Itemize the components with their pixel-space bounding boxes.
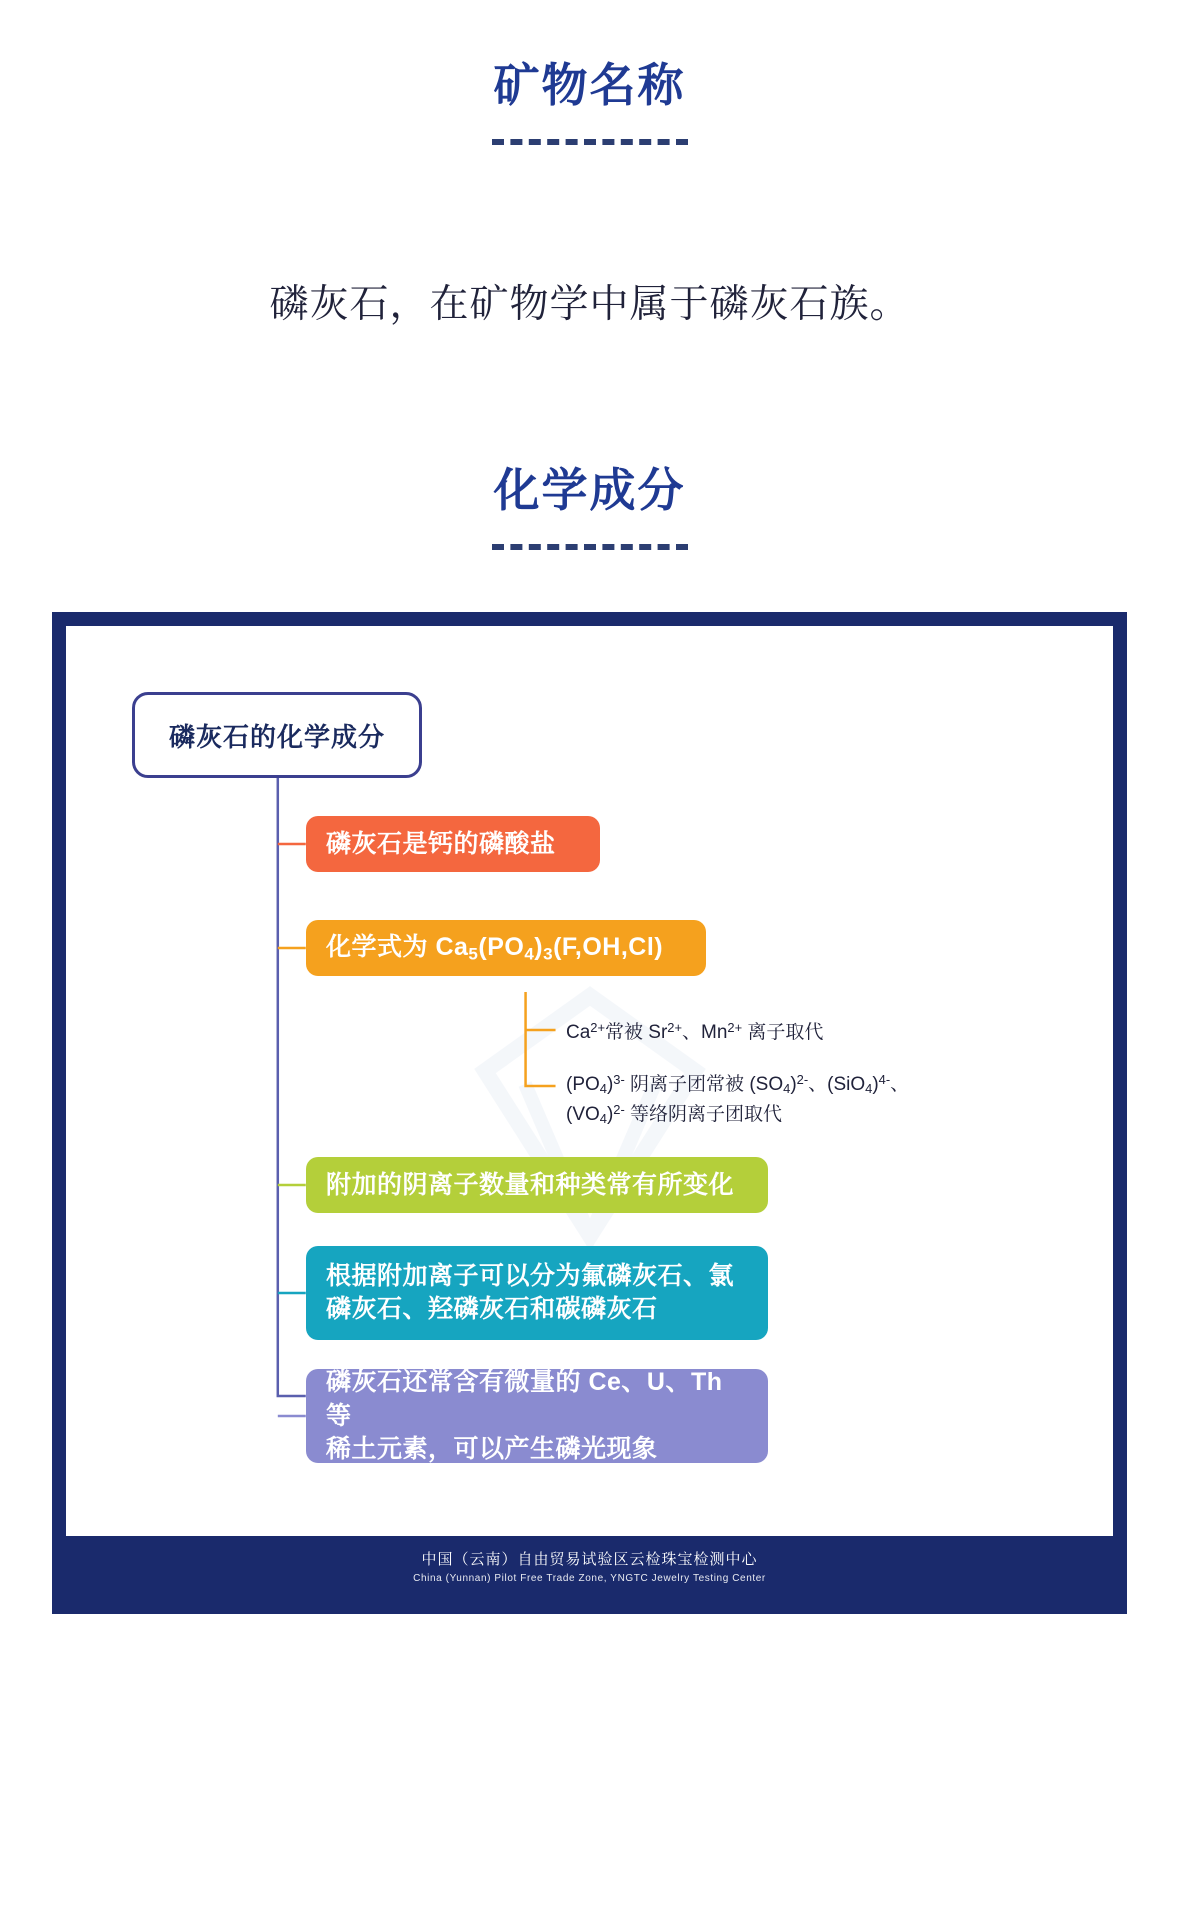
mindmap-canvas <box>66 626 1113 1536</box>
mindmap-node-anion-variation[interactable] <box>306 1157 768 1213</box>
mindmap-node-trace-elements[interactable] <box>306 1369 768 1463</box>
chemical-composition-panel <box>52 612 1127 1614</box>
mindmap-node-label: 附加的阴离子数量和种类常有所变化 <box>326 1170 735 1199</box>
section-mineral-name-header <box>0 0 1179 145</box>
title-divider <box>492 139 688 145</box>
mindmap-node-classification[interactable] <box>306 1246 768 1340</box>
mindmap-node-label: 磷灰石是钙的磷酸盐 <box>326 829 556 858</box>
mindmap-subnote-substitution-cations: $Ca^{2+}$常被 $Sr^{2+}$、$Mn^{2+}$ 离子取代 <box>566 1020 824 1044</box>
mindmap-node-label: 磷灰石还常含有微量的 Ce、U、Th 等 稀土元素，可以产生磷光现象 <box>326 1367 723 1464</box>
mindmap-node-phosphate[interactable] <box>306 816 600 872</box>
mindmap-node-label: 根据附加离子可以分为氟磷灰石、氯 磷灰石、羟磷灰石和碳磷灰石 <box>326 1261 735 1324</box>
panel-footer <box>66 1536 1113 1600</box>
page-title: 矿物名称 <box>493 59 686 111</box>
section-chemical-composition-header <box>0 463 1179 550</box>
mindmap <box>66 626 1113 1536</box>
section-title: 化学成分 <box>493 464 686 517</box>
mindmap-subnote-substitution-anions: $(PO_4)^{3-}$ 阴离子团常被 $(SO_4)^{2-}$、$(SiO_4)^{4-}$、 $(VO_4)^{2-}$ 等络阴离子团取代 <box>566 1072 910 1127</box>
mindmap-root-node[interactable]: 磷灰石的化学成分 <box>132 692 422 778</box>
intro-paragraph: 磷灰石，在矿物学中属于磷灰石族。 <box>269 283 910 327</box>
mindmap-node-formula[interactable] <box>306 920 706 976</box>
mindmap-node-label: 化学式为 $Ca_5(PO_4)_3(F,OH,Cl)$ <box>326 932 664 964</box>
footer-text-en: China (Yunnan) Pilot Free Trade Zone, YNGTC Jewelry Testing Center <box>413 1573 766 1585</box>
footer-text-cn: 中国（云南）自由贸易试验区云检珠宝检测中心 <box>421 1551 758 1569</box>
section-divider <box>492 544 688 550</box>
